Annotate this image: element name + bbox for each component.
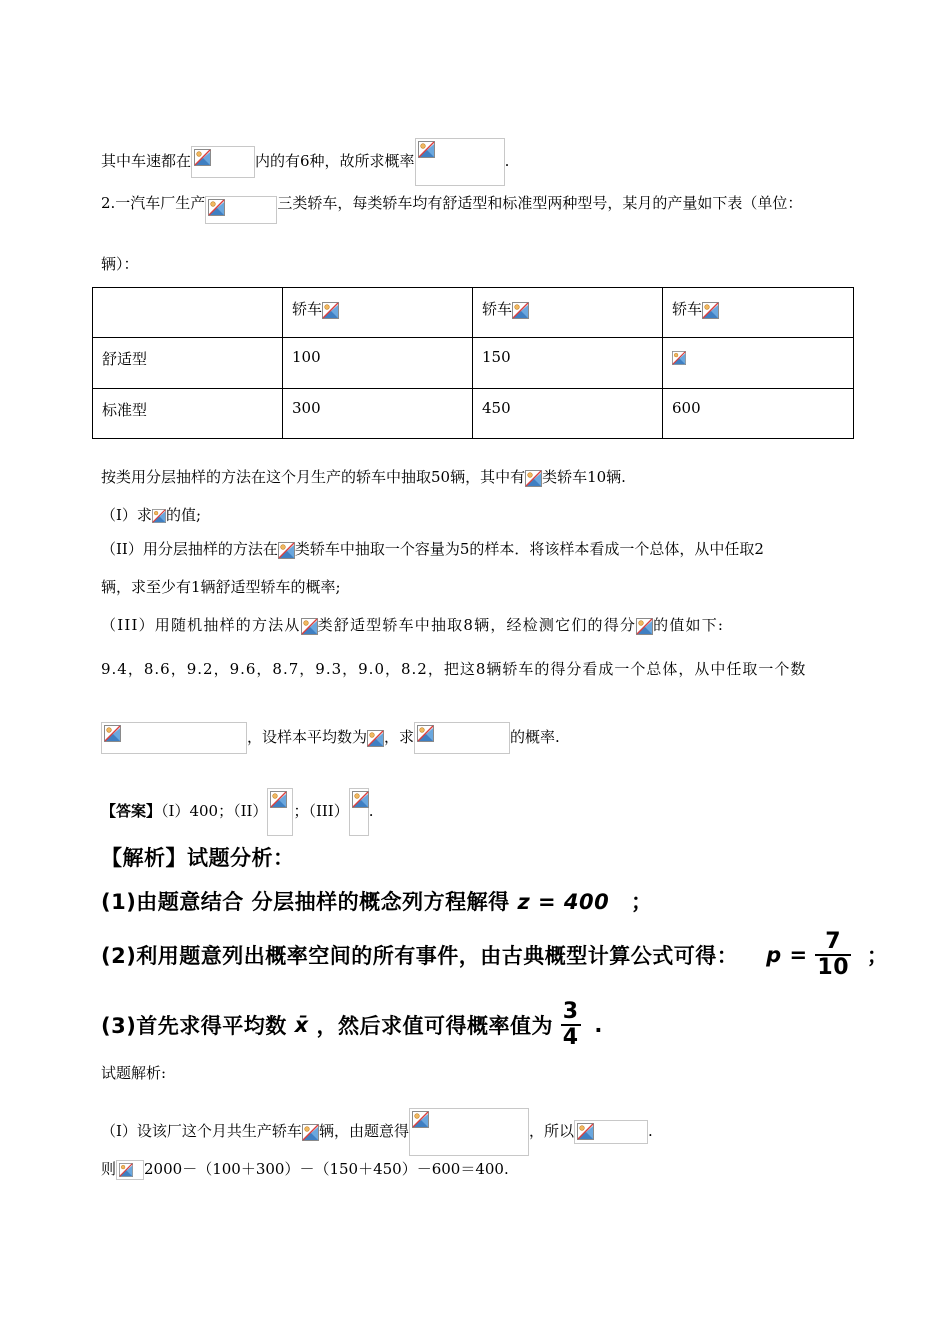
text: (1)由题意结合 分层抽样的概念列方程解得	[101, 890, 510, 914]
problem-2-line2: 辆）：	[101, 255, 139, 273]
broken-image-icon	[152, 509, 166, 523]
broken-image-icon	[322, 302, 339, 319]
solution-heading: 试题解析:	[101, 1064, 167, 1082]
formula-image	[574, 1120, 648, 1144]
broken-image-icon	[104, 725, 121, 742]
table-cell: 600	[663, 388, 854, 438]
broken-image-icon	[636, 618, 653, 635]
production-table	[92, 287, 854, 439]
table-cell: 舒适型	[93, 338, 283, 388]
problem-2-line1	[101, 190, 802, 218]
analysis-line-1	[101, 886, 653, 916]
table-cell: 100	[283, 338, 473, 388]
text: ；	[631, 890, 653, 914]
text: (3)首先求得平均数	[101, 1014, 287, 1038]
broken-image-icon	[278, 542, 295, 559]
numerator: 3	[562, 999, 579, 1024]
table-row	[93, 338, 854, 388]
broken-image-icon	[577, 1123, 594, 1140]
paragraph-speed	[101, 138, 509, 186]
text: （I）400；（II）	[161, 802, 268, 820]
text: 其中车速都在	[101, 152, 192, 170]
formula-image	[409, 1108, 529, 1156]
numerator: 7	[815, 930, 851, 956]
fraction	[815, 930, 851, 980]
text: ，求	[384, 728, 415, 746]
table-cell	[663, 338, 854, 388]
table-cell	[283, 288, 473, 338]
formula-image	[415, 138, 505, 186]
math-expression: p =	[766, 943, 808, 967]
formula-image	[191, 146, 255, 178]
formula-image	[414, 722, 510, 754]
text: .	[368, 802, 374, 820]
analysis-line-3	[101, 1000, 603, 1050]
formula-image	[205, 196, 277, 224]
solution-line-2	[101, 1158, 509, 1180]
statement	[101, 466, 626, 488]
formula-image	[101, 722, 247, 754]
question-3-line1	[101, 614, 724, 636]
analysis-heading: 【解析】试题分析：	[101, 846, 295, 870]
broken-image-icon	[301, 618, 318, 635]
broken-image-icon	[512, 302, 529, 319]
text: 的值如下:	[653, 616, 725, 634]
text: （III）用随机抽样的方法从	[101, 616, 301, 634]
text: .	[504, 152, 510, 170]
text: 的值;	[165, 506, 201, 524]
text: 2.一汽车厂生产	[101, 194, 206, 212]
broken-image-icon	[702, 302, 719, 319]
text: 的概率.	[510, 728, 560, 746]
text: （II）用分层抽样的方法在	[101, 540, 278, 558]
text: 轿车	[672, 300, 703, 318]
text: ，所以	[528, 1122, 574, 1140]
broken-image-icon	[352, 791, 369, 808]
denominator: 10	[817, 955, 850, 980]
table-cell	[473, 288, 663, 338]
text: (2)利用题意列出概率空间的所有事件，由古典概型计算公式可得：	[101, 944, 739, 968]
text: ；	[866, 944, 889, 968]
fraction	[561, 1000, 581, 1050]
text: （I）求	[101, 506, 152, 524]
formula-image	[116, 1160, 144, 1180]
broken-image-icon	[119, 1163, 133, 1177]
text: ；（III）	[293, 802, 349, 820]
text: ，设样本平均数为	[247, 728, 368, 746]
text: 内的有6种，故所求概率	[255, 152, 415, 170]
formula-image	[349, 788, 369, 836]
broken-image-icon	[270, 791, 287, 808]
answer-label: 【答案】	[101, 802, 162, 820]
table-row	[93, 388, 854, 438]
question-2-line1	[101, 538, 764, 560]
broken-image-icon	[525, 470, 542, 487]
text: 则	[101, 1160, 117, 1178]
question-2-line2: 辆，求至少有1辆舒适型轿车的概率;	[101, 578, 341, 596]
table-cell	[93, 288, 283, 338]
text: .	[647, 1122, 653, 1140]
text: 类舒适型轿车中抽取8辆，经检测它们的得分	[317, 616, 637, 634]
text: 轿车	[292, 300, 323, 318]
math-expression: z = 400	[517, 890, 610, 914]
answer-line	[101, 788, 374, 836]
question-3-line2: 9.4，8.6，9.2，9.6，8.7，9.3，9.0，8.2，把这8辆轿车的得分看成一个总体，从中任取一个数	[101, 660, 807, 678]
table-cell: 150	[473, 338, 663, 388]
text: 辆，由题意得	[318, 1122, 409, 1140]
broken-image-icon	[367, 730, 384, 747]
math-expression: x̄	[294, 1013, 309, 1037]
text: 类轿车10辆.	[542, 468, 626, 486]
table-cell: 450	[473, 388, 663, 438]
question-1	[101, 504, 201, 526]
text: 2000－（100＋300）－（150＋450）－600＝400.	[144, 1160, 509, 1178]
question-3-line3	[101, 722, 560, 754]
broken-image-icon	[672, 351, 686, 365]
broken-image-icon	[302, 1124, 319, 1141]
text: ，然后求值可得概率值为	[316, 1014, 553, 1038]
text: .	[594, 1013, 603, 1037]
broken-image-icon	[412, 1111, 429, 1128]
formula-image	[267, 788, 293, 836]
text: 轿车	[482, 300, 513, 318]
solution-line-1	[101, 1108, 653, 1156]
denominator: 4	[562, 1025, 579, 1050]
table-cell: 标准型	[93, 388, 283, 438]
text: （I）设该厂这个月共生产轿车	[101, 1122, 302, 1140]
analysis-line-2	[101, 930, 888, 980]
broken-image-icon	[418, 141, 435, 158]
broken-image-icon	[208, 199, 225, 216]
text: 按类用分层抽样的方法在这个月生产的轿车中抽取50辆，其中有	[101, 468, 526, 486]
table-cell: 300	[283, 388, 473, 438]
table-cell	[663, 288, 854, 338]
broken-image-icon	[417, 725, 434, 742]
table-header-row	[93, 288, 854, 338]
broken-image-icon	[194, 149, 211, 166]
text: 类轿车中抽取一个容量为5的样本．将该样本看成一个总体，从中任取2	[294, 540, 764, 558]
text: 三类轿车，每类轿车均有舒适型和标准型两种型号，某月的产量如下表（单位：	[277, 194, 803, 212]
